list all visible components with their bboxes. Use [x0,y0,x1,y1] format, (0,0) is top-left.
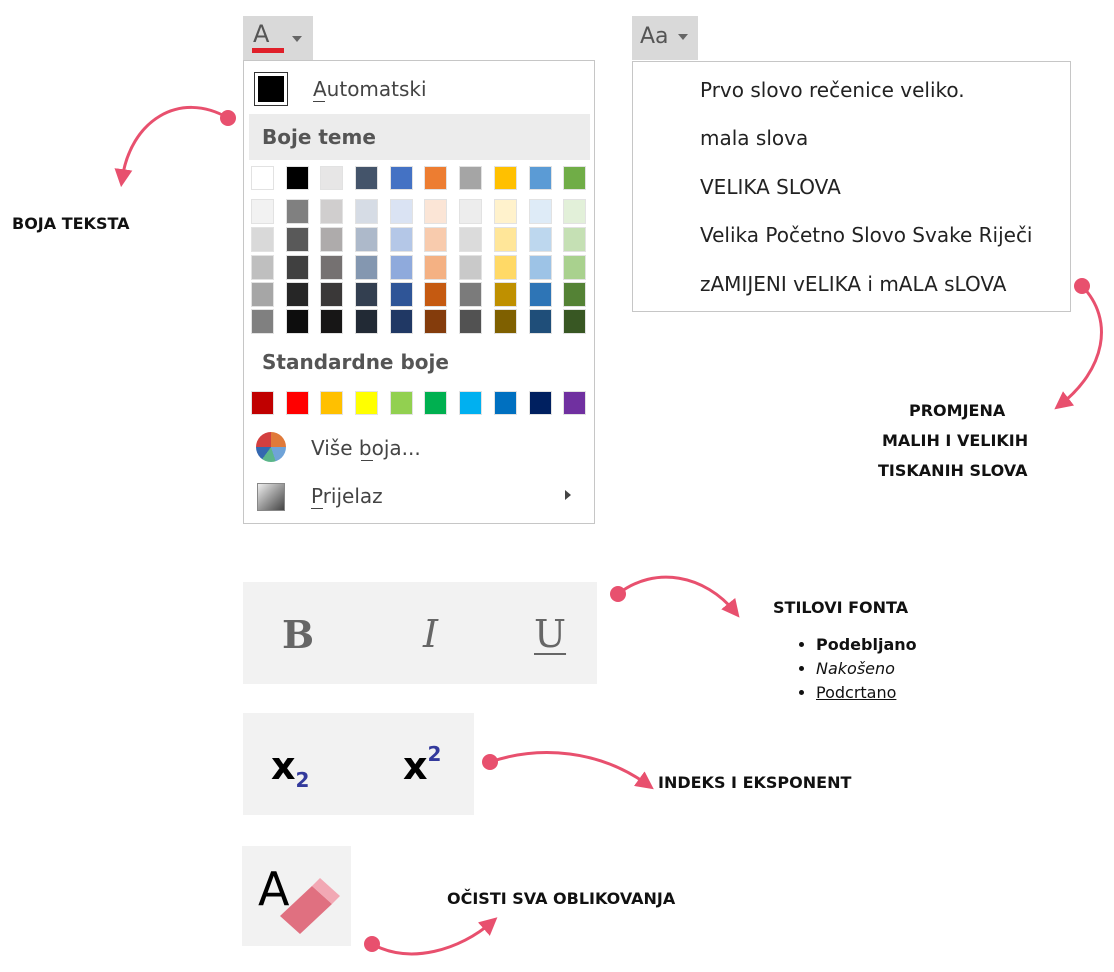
theme-shade-swatch[interactable] [320,282,343,307]
list-item: • Podebljano [816,636,917,654]
theme-shade-swatch[interactable] [529,309,552,334]
arrow-dot [1074,278,1090,294]
theme-shade-swatch[interactable] [494,227,517,252]
text-color-callout: BOJA TEKSTA [12,214,130,233]
arrow-sub-super [490,753,648,785]
italic-button[interactable]: I [423,612,439,656]
arrow-clear-formatting [372,922,492,954]
theme-shade-swatch[interactable] [459,309,482,334]
theme-shade-swatch[interactable] [320,227,343,252]
chevron-down-icon[interactable] [292,36,302,42]
arrow-dot [610,586,626,602]
case-toggle-item[interactable]: zAMIJENI vELIKA i mALA sLOVA [700,272,1007,296]
change-case-button-label: Aa [640,24,669,49]
access-key-underline [311,508,323,509]
theme-colors-heading: Boje teme [262,125,376,149]
theme-shade-swatch[interactable] [286,309,309,334]
standard-color-swatch[interactable] [390,391,413,415]
change-case-callout-line2: MALIH I VELIKIH [882,431,1029,450]
arrow-dot [482,754,498,770]
theme-shade-swatch[interactable] [459,255,482,280]
theme-shade-swatch[interactable] [459,199,482,224]
theme-shade-swatch[interactable] [251,227,274,252]
theme-color-swatch[interactable] [320,166,343,190]
theme-shade-swatch[interactable] [355,199,378,224]
subscript-button[interactable] [271,744,310,792]
theme-shade-swatch[interactable] [563,255,586,280]
arrow-dot [364,936,380,952]
standard-color-swatch[interactable] [251,391,274,415]
theme-shade-swatch[interactable] [563,282,586,307]
font-color-letter: A [253,20,270,48]
theme-shade-swatch[interactable] [355,255,378,280]
theme-shade-swatch[interactable] [494,282,517,307]
standard-color-swatch[interactable] [529,391,552,415]
change-case-callout-line1: PROMJENA [909,401,1006,420]
arrow-text-color [122,107,228,180]
theme-color-swatch[interactable] [563,166,586,190]
theme-shade-swatch[interactable] [494,255,517,280]
case-upper-item[interactable]: VELIKA SLOVA [700,175,841,199]
theme-shade-swatch[interactable] [286,227,309,252]
list-item: • Nakošeno [816,660,917,678]
automatic-color-label[interactable]: Automatski [313,77,427,101]
case-lower-item[interactable]: mala slova [700,126,809,150]
gradient-icon [257,483,285,511]
theme-shade-swatch[interactable] [251,199,274,224]
theme-shade-swatch[interactable] [251,282,274,307]
theme-shade-swatch[interactable] [251,255,274,280]
theme-shade-swatch[interactable] [529,282,552,307]
theme-shade-swatch[interactable] [494,199,517,224]
theme-color-swatch[interactable] [529,166,552,190]
standard-colors-heading: Standardne boje [262,350,449,374]
theme-shade-swatch[interactable] [563,199,586,224]
theme-shade-swatch[interactable] [424,282,447,307]
list-item: • Podcrtano [816,684,917,702]
superscript-base: x [403,744,428,788]
theme-shade-swatch[interactable] [424,255,447,280]
theme-shade-swatch[interactable] [424,199,447,224]
theme-shade-swatch[interactable] [494,309,517,334]
eraser-icon [270,868,350,938]
theme-shade-swatch[interactable] [286,282,309,307]
theme-shade-swatch[interactable] [320,309,343,334]
theme-shade-swatch[interactable] [286,199,309,224]
theme-color-swatch[interactable] [286,166,309,190]
theme-color-swatch[interactable] [251,166,274,190]
theme-color-swatch[interactable] [355,166,378,190]
subscript-base: x [271,744,296,788]
standard-color-swatch[interactable] [355,391,378,415]
theme-shade-swatch[interactable] [355,282,378,307]
standard-color-swatch[interactable] [424,391,447,415]
theme-shade-swatch[interactable] [355,309,378,334]
superscript-index: 2 [427,742,442,766]
arrow-font-styles [618,577,735,612]
underline-button[interactable]: U [534,612,567,656]
bold-button[interactable]: B [282,612,315,657]
theme-shade-swatch[interactable] [390,309,413,334]
theme-shade-swatch[interactable] [459,282,482,307]
clear-formatting-callout: OČISTI SVA OBLIKOVANJA [447,889,676,908]
theme-color-swatch[interactable] [390,166,413,190]
automatic-color-swatch[interactable] [254,72,288,106]
subscript-index: 2 [295,768,310,792]
theme-shade-swatch[interactable] [320,199,343,224]
standard-color-swatch[interactable] [459,391,482,415]
clear-formatting-letter: A [258,862,290,916]
theme-shade-swatch[interactable] [286,255,309,280]
theme-shade-swatch[interactable] [424,309,447,334]
theme-color-swatch[interactable] [424,166,447,190]
theme-shade-swatch[interactable] [529,227,552,252]
case-capitalize-item[interactable]: Velika Početno Slovo Svake Riječi [700,223,1033,247]
chevron-right-icon [565,490,571,500]
theme-shade-swatch[interactable] [390,199,413,224]
arrow-dot [220,110,236,126]
chevron-down-icon[interactable] [678,34,688,40]
font-styles-callout: STILOVI FONTA [773,598,909,617]
gradient-item[interactable]: Prijelaz [311,484,383,508]
font-styles-list [796,636,917,708]
superscript-button[interactable] [403,744,441,788]
color-wheel-icon [256,432,286,462]
theme-shade-swatch[interactable] [459,227,482,252]
theme-shade-swatch[interactable] [529,255,552,280]
access-key-underline [313,101,325,102]
theme-shade-swatch[interactable] [390,227,413,252]
theme-color-swatch[interactable] [459,166,482,190]
font-color-underline-bar [252,48,284,53]
standard-color-swatch[interactable] [320,391,343,415]
standard-color-swatch[interactable] [494,391,517,415]
standard-color-swatch[interactable] [563,391,586,415]
theme-shade-swatch[interactable] [529,199,552,224]
access-key-underline [361,460,373,461]
sub-super-callout: INDEKS I EKSPONENT [658,773,852,792]
theme-shade-swatch[interactable] [390,255,413,280]
theme-shade-swatch[interactable] [390,282,413,307]
change-case-callout-line3: TISKANIH SLOVA [878,461,1028,480]
standard-color-swatch[interactable] [286,391,309,415]
theme-shade-swatch[interactable] [355,227,378,252]
theme-shade-swatch[interactable] [563,309,586,334]
theme-color-swatch[interactable] [494,166,517,190]
case-sentence-item[interactable]: Prvo slovo rečenice veliko. [700,78,965,102]
theme-shade-swatch[interactable] [563,227,586,252]
theme-shade-swatch[interactable] [424,227,447,252]
theme-shade-swatch[interactable] [251,309,274,334]
more-colors-item[interactable]: Više boja... [311,436,421,460]
theme-shade-swatch[interactable] [320,255,343,280]
